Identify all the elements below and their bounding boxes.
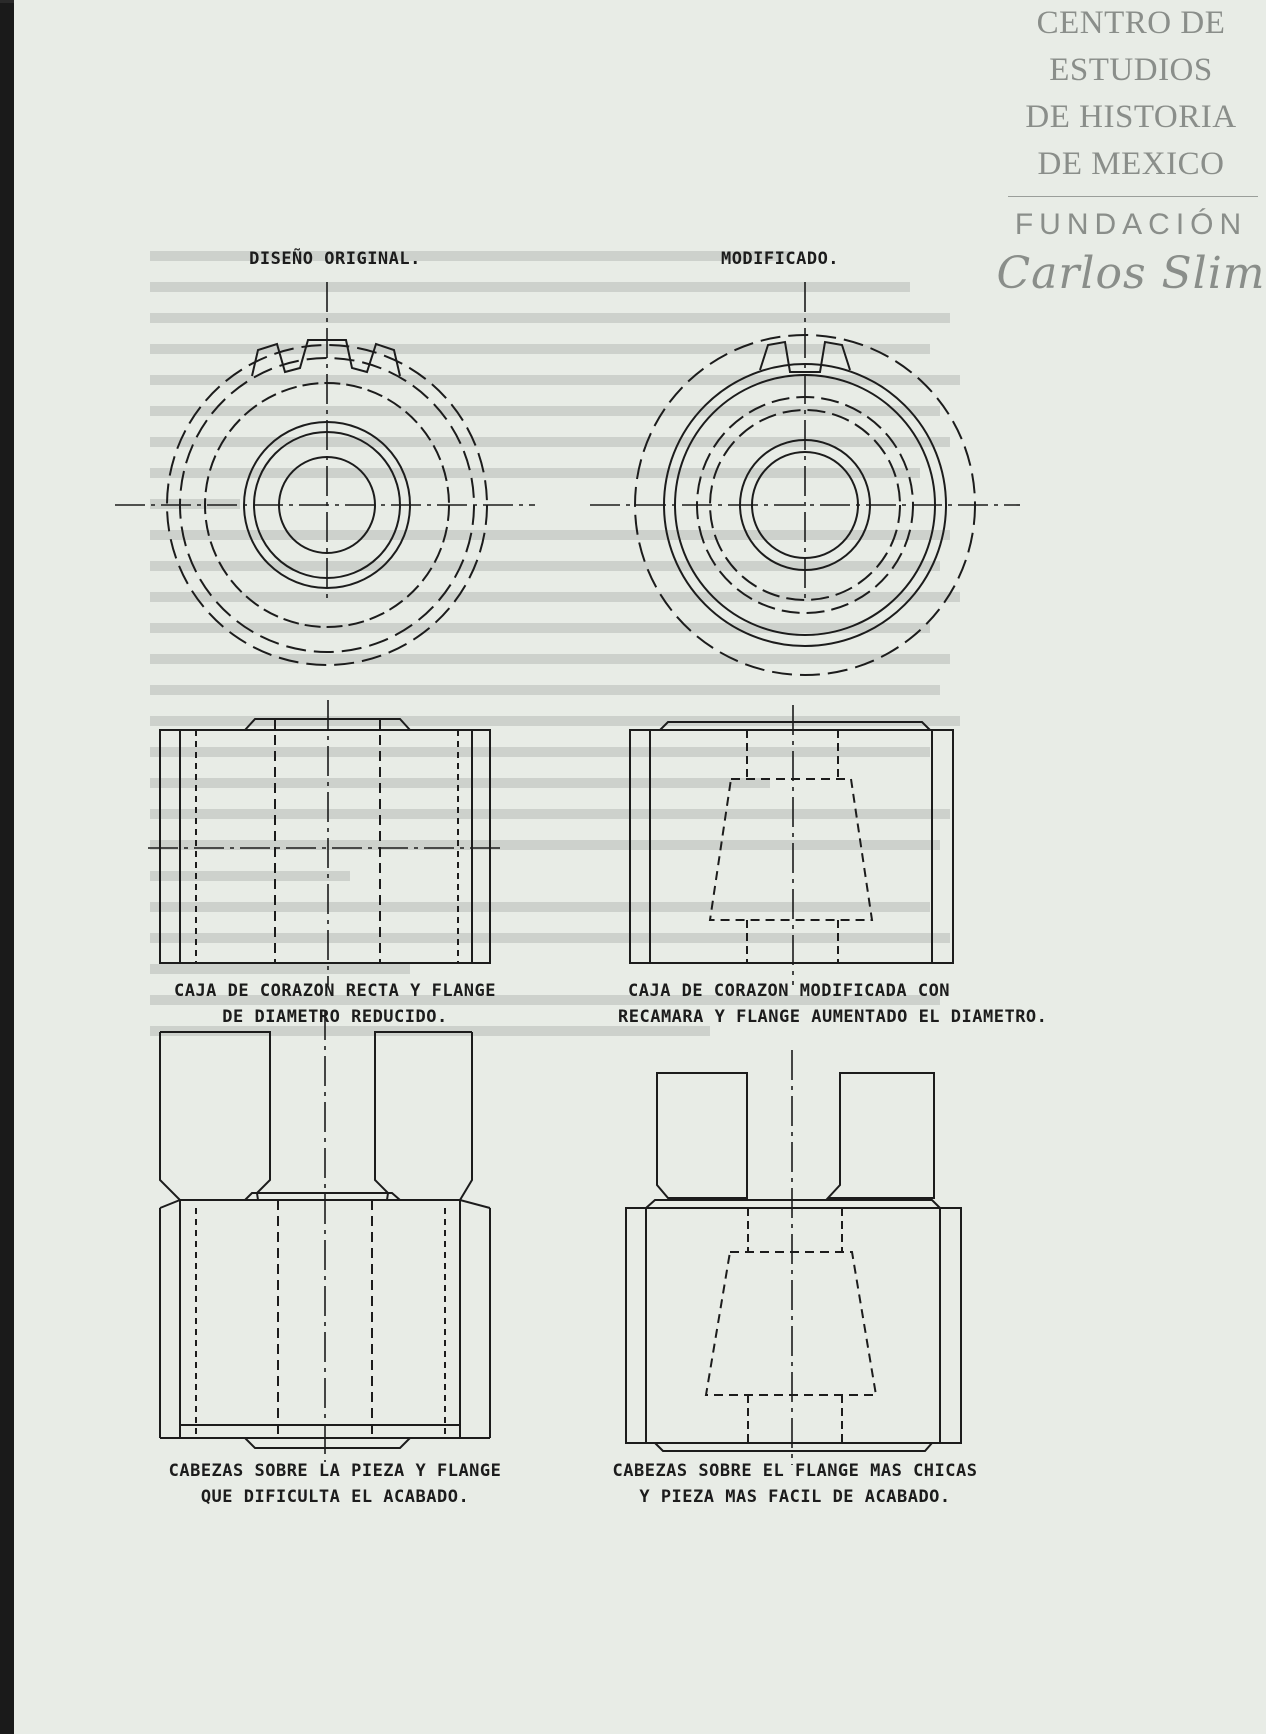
caption-box-original [150,978,520,1030]
caption-box-original-line-1: CAJA DE CORAZON RECTA Y FLANGE [173,981,497,1001]
watermark-line-2: ESTUDIOS [1049,52,1213,88]
caption-heads-original-line-1: CABEZAS SOBRE LA PIEZA Y FLANGE [168,1461,502,1481]
watermark-line-3: DE HISTORIA [1025,99,1237,135]
caption-heads-original [140,1458,530,1510]
watermark-signature: Carlos Slim [996,248,1266,299]
caption-box-modified-line-2: RECAMARA Y FLANGE AUMENTADO EL DIAMETRO. [618,1007,1048,1027]
caption-box-modified-line-1: CAJA DE CORAZON MODIFICADA CON [628,981,951,1001]
caption-box-modified [600,978,1080,1030]
caption-heads-original-line-2: QUE DIFICULTA EL ACABADO. [200,1487,470,1507]
column-title-modified: MODIFICADO. [720,249,840,269]
hub-original-side-view [148,700,505,985]
column-title-original: DISEÑO ORIGINAL. [249,249,421,269]
gear-modified-front-view [590,282,1020,675]
heads-original-side-view [160,1010,490,1462]
hub-modified-side-view [630,705,953,985]
caption-box-original-line-2: DE DIAMETRO REDUCIDO. [222,1007,448,1027]
gear-original-front-view [115,282,535,665]
heads-modified-side-view [626,1050,961,1465]
caption-heads-modified [590,1458,1000,1510]
watermark-line-4: DE MEXICO [1037,146,1225,182]
caption-heads-modified-line-2: Y PIEZA MAS FACIL DE ACABADO. [639,1487,951,1507]
caption-heads-modified-line-1: CABEZAS SOBRE EL FLANGE MAS CHICAS [612,1461,978,1481]
watermark-line-1: CENTRO DE [1036,5,1226,41]
watermark-foundation: FUNDACIÓN [1014,208,1248,241]
